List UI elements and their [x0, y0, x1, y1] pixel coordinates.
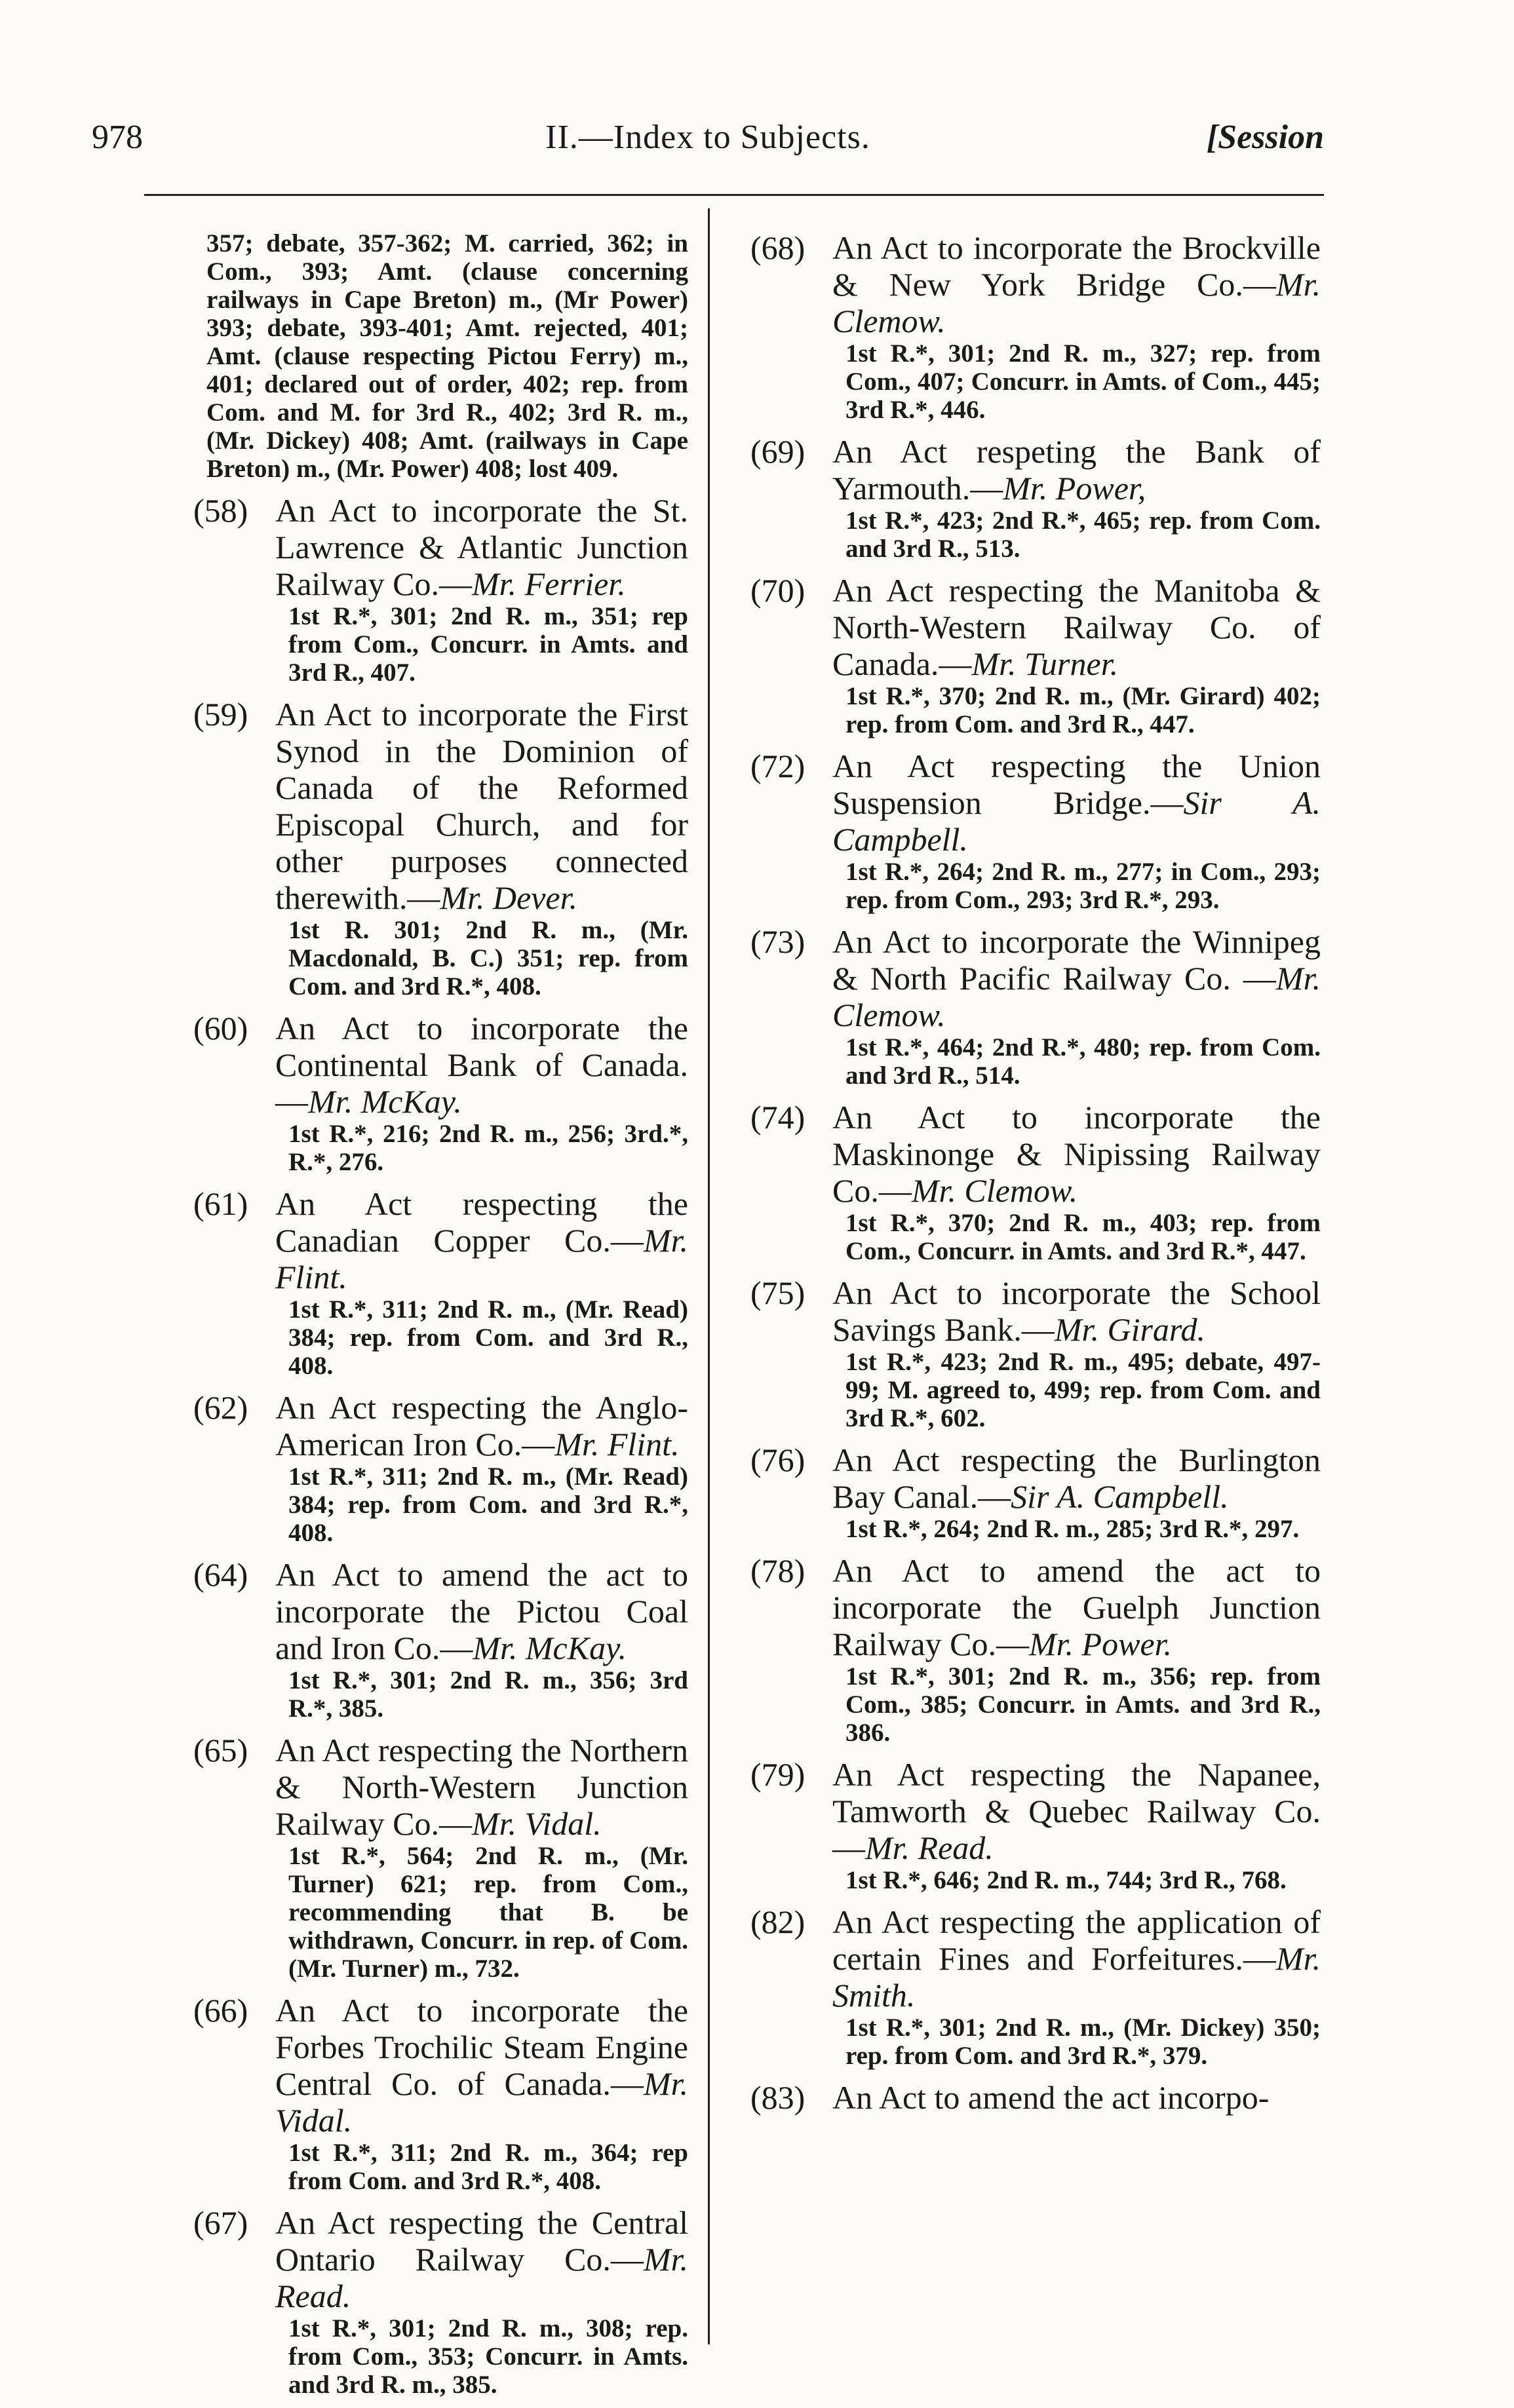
entry-title: An Act respeting the Bank of Yarmouth.—	[832, 433, 1321, 506]
entry-heading	[193, 1389, 688, 1462]
entry-number: (76)	[750, 1442, 806, 1478]
entry-mover: Mr. Girard.	[1054, 1311, 1206, 1348]
index-entry	[750, 1903, 1321, 2070]
entry-title: An Act respecting the Canadian Copper Co.—	[275, 1185, 688, 1259]
column-divider	[708, 208, 710, 2344]
entry-number: (79)	[750, 1756, 806, 1793]
entry-mover: Mr. Read.	[275, 2241, 688, 2314]
entry-number: (67)	[193, 2204, 248, 2241]
entry-heading	[193, 1992, 688, 2139]
entry-heading	[193, 696, 688, 916]
entry-title: An Act to incorporate the School Savings Bank.—	[832, 1274, 1321, 1348]
entry-details: 1st R.*, 301; 2nd R. m., 356; 3rd R.*, 385.	[288, 1666, 688, 1723]
entry-mover: Mr. Ferrier.	[471, 565, 626, 602]
entry-mover: Mr. Read.	[865, 1829, 994, 1866]
section-label: [Session	[1206, 119, 1324, 156]
entry-details: 1st R.*, 301; 2nd R. m., 351; rep from Com., Concurr. in Amts. and 3rd R., 407.	[288, 602, 688, 687]
entry-title: An Act to incorporate the Winnipeg & North Pacific Railway Co. —	[832, 923, 1321, 997]
entry-title: An Act to incorporate the First Synod in the Dominion of Canada of the Reformed Episcopal Church, and for other purposes connected therewith.—	[275, 696, 688, 916]
entry-title: An Act respecting the Manitoba & North-Western Railway Co. of Canada.—	[832, 572, 1321, 682]
entry-title: An Act respecting the Anglo-American Iron Co.—	[275, 1389, 688, 1462]
right-entry-list	[750, 229, 1321, 2116]
entry-title: An Act to incorporate the Maskinonge & Nipissing Railway Co.—	[832, 1099, 1321, 1209]
left-column	[193, 229, 688, 2408]
entry-details: 1st R.*, 564; 2nd R. m., (Mr. Turner) 621; rep. from Com., recommending that B. be withdrawn, Concurr. in rep. of Com. (Mr. Turner) m., 732.	[288, 1842, 688, 1983]
entry-mover: Mr. Clemow.	[911, 1172, 1078, 1209]
entry-title: An Act respecting the Burlington Bay Canal.—	[832, 1442, 1321, 1515]
entry-title: An Act to amend the act to incorporate the Pictou Coal and Iron Co.—	[275, 1556, 688, 1666]
entry-number: (73)	[750, 923, 806, 960]
entry-number: (68)	[750, 229, 806, 266]
entry-number: (83)	[750, 2079, 806, 2116]
entry-number: (74)	[750, 1099, 806, 1136]
entry-heading	[193, 1185, 688, 1295]
entry-heading	[750, 1756, 1321, 1866]
entry-heading	[750, 572, 1321, 682]
index-entry	[193, 492, 688, 687]
entry-heading	[193, 1732, 688, 1842]
entry-title: An Act respecting the Central Ontario Railway Co.—	[275, 2204, 688, 2278]
entry-mover: Mr. Dever.	[440, 879, 577, 916]
entry-number: (82)	[750, 1903, 806, 1940]
index-entry	[750, 2079, 1321, 2116]
entry-details: 1st R. 301; 2nd R. m., (Mr. Macdonald, B. C.) 351; rep. from Com. and 3rd R.*, 408.	[288, 916, 688, 1001]
continuation-text: 357; debate, 357-362; M. carried, 362; in Com., 393; Amt. (clause concerning railways in Cape Breton) m., (Mr Power) 393; debate, 393-401; Amt. rejected, 401; Amt. (clause respecting Pictou Ferry) m., 401; declared out of order, 402; rep. from Com. and M. for 3rd R., 402; 3rd R. m., (Mr. Dickey) 408; Amt. (railways in Cape Breton) m., (Mr. Power) 408; lost 409.	[206, 229, 688, 483]
right-column	[750, 229, 1321, 2125]
entry-mover: Mr. Smith.	[832, 1940, 1321, 2014]
entry-title: An Act to incorporate the St. Lawrence & Atlantic Junction Railway Co.—	[275, 492, 688, 602]
entry-number: (75)	[750, 1274, 806, 1311]
entry-title: An Act to amend the act to incorporate the Guelph Junction Railway Co.—	[832, 1552, 1321, 1662]
entry-mover: Sir A. Campbell.	[832, 784, 1321, 858]
entry-heading	[193, 1556, 688, 1666]
entry-number: (58)	[193, 492, 248, 529]
entry-number: (61)	[193, 1185, 248, 1222]
entry-mover: Mr. Power,	[1003, 470, 1146, 506]
entry-mover: Mr. Clemow.	[832, 266, 1321, 339]
entry-details: 1st R.*, 464; 2nd R.*, 480; rep. from Com. and 3rd R., 514.	[845, 1033, 1321, 1090]
entry-heading	[193, 492, 688, 602]
entry-title: An Act to incorporate the Brockville & New York Bridge Co.—	[832, 229, 1321, 303]
index-entry	[750, 433, 1321, 563]
entry-details: 1st R.*, 423; 2nd R.*, 465; rep. from Com. and 3rd R., 513.	[845, 506, 1321, 563]
entry-mover: Mr. Clemow.	[832, 960, 1321, 1033]
entry-number: (66)	[193, 1992, 248, 2029]
entry-number: (64)	[193, 1556, 248, 1593]
entry-details: 1st R.*, 311; 2nd R. m., (Mr. Read) 384; rep. from Com. and 3rd R.*, 408.	[288, 1462, 688, 1547]
entry-details: 1st R.*, 216; 2nd R. m., 256; 3rd.*, R.*, 276.	[288, 1120, 688, 1176]
entry-heading	[750, 1552, 1321, 1662]
index-entry	[193, 2204, 688, 2399]
page-number: 978	[92, 119, 143, 156]
entry-title: An Act to amend the act incorpo-	[832, 2079, 1270, 2116]
page-header	[92, 118, 1324, 170]
entry-number: (78)	[750, 1552, 806, 1589]
index-entry	[193, 1389, 688, 1547]
entry-details: 1st R.*, 423; 2nd R. m., 495; debate, 497-99; M. agreed to, 499; rep. from Com. and 3rd R.*, 602.	[845, 1348, 1321, 1432]
entry-details: 1st R.*, 370; 2nd R. m., 403; rep. from Com., Concurr. in Amts. and 3rd R.*, 447.	[845, 1209, 1321, 1265]
index-entry	[193, 1992, 688, 2195]
entry-heading	[750, 433, 1321, 506]
entry-mover: Sir A. Campbell.	[1011, 1478, 1229, 1515]
entry-heading	[750, 748, 1321, 858]
index-entry	[193, 1732, 688, 1983]
index-entry	[193, 696, 688, 1001]
entry-title: An Act respecting the Northern & North-Western Junction Railway Co.—	[275, 1732, 688, 1842]
entry-mover: Mr. Flint.	[554, 1426, 680, 1462]
entry-details: 1st R.*, 301; 2nd R. m., 327; rep. from Com., 407; Concurr. in Amts. of Com., 445; 3rd R.*, 446.	[845, 339, 1321, 424]
index-entry	[750, 1442, 1321, 1543]
entry-heading	[193, 1010, 688, 1120]
entry-details: 1st R.*, 646; 2nd R. m., 744; 3rd R., 768.	[845, 1866, 1287, 1894]
entry-details: 1st R.*, 301; 2nd R. m., (Mr. Dickey) 350; rep. from Com. and 3rd R.*, 379.	[845, 2014, 1321, 2070]
entry-heading	[750, 2079, 1321, 2116]
entry-number: (59)	[193, 696, 248, 733]
index-entry	[750, 1756, 1321, 1894]
running-title: II.—Index to Subjects.	[545, 119, 870, 156]
entry-details: 1st R.*, 301; 2nd R. m., 356; rep. from Com., 385; Concurr. in Amts. and 3rd R., 386.	[845, 1662, 1321, 1747]
index-entry	[750, 1274, 1321, 1432]
entry-title: An Act respecting the Union Suspension Bridge.—	[832, 748, 1321, 821]
entry-heading	[750, 1099, 1321, 1209]
entry-title: An Act respecting the application of certain Fines and Forfeitures.—	[832, 1903, 1321, 1977]
index-entry	[750, 1552, 1321, 1747]
entry-details: 1st R.*, 311; 2nd R. m., 364; rep from Com. and 3rd R.*, 408.	[288, 2139, 688, 2195]
entry-number: (70)	[750, 572, 806, 609]
entry-mover: Mr. Turner.	[971, 645, 1119, 682]
entry-title: An Act to incorporate the Continental Bank of Canada.—	[275, 1010, 688, 1120]
entry-title: An Act to incorporate the Forbes Trochilic Steam Engine Central Co. of Canada.—	[275, 1992, 688, 2102]
entry-mover: Mr. McKay.	[308, 1083, 462, 1120]
entry-details: 1st R.*, 370; 2nd R. m., (Mr. Girard) 402; rep. from Com. and 3rd R., 447.	[845, 682, 1321, 738]
header-rule	[144, 194, 1324, 196]
index-entry	[750, 229, 1321, 424]
index-entry	[750, 1099, 1321, 1265]
entry-heading	[750, 1903, 1321, 2014]
index-entry	[750, 923, 1321, 1090]
entry-mover: Mr. Flint.	[275, 1222, 688, 1295]
entry-number: (72)	[750, 748, 806, 784]
entry-heading	[750, 229, 1321, 339]
entry-mover: Mr. Power.	[1028, 1626, 1173, 1662]
entry-heading	[193, 2204, 688, 2314]
entry-details: 1st R.*, 264; 2nd R. m., 285; 3rd R.*, 297.	[845, 1515, 1300, 1543]
entry-number: (65)	[193, 1732, 248, 1768]
entry-mover: Mr. McKay.	[473, 1630, 627, 1666]
index-entry	[750, 572, 1321, 738]
entry-details: 1st R.*, 311; 2nd R. m., (Mr. Read) 384; rep. from Com. and 3rd R., 408.	[288, 1295, 688, 1380]
entry-number: (60)	[193, 1010, 248, 1046]
index-entry	[193, 1185, 688, 1380]
entry-heading	[750, 1274, 1321, 1348]
entry-mover: Mr. Vidal.	[471, 1805, 602, 1842]
index-entry	[193, 1010, 688, 1176]
left-entry-list	[193, 492, 688, 2399]
entry-heading	[750, 923, 1321, 1033]
entry-heading	[750, 1442, 1321, 1515]
entry-details: 1st R.*, 264; 2nd R. m., 277; in Com., 293; rep. from Com., 293; 3rd R.*, 293.	[845, 858, 1321, 914]
entry-number: (62)	[193, 1389, 248, 1426]
index-entry	[193, 1556, 688, 1723]
entry-title: An Act respecting the Napanee, Tamworth & Quebec Railway Co. —	[832, 1756, 1321, 1866]
entry-number: (69)	[750, 433, 806, 470]
entry-details: 1st R.*, 301; 2nd R. m., 308; rep. from Com., 353; Concurr. in Amts. and 3rd R. m., 385.	[288, 2314, 688, 2399]
index-entry	[750, 748, 1321, 914]
entry-mover: Mr. Vidal.	[275, 2065, 688, 2139]
